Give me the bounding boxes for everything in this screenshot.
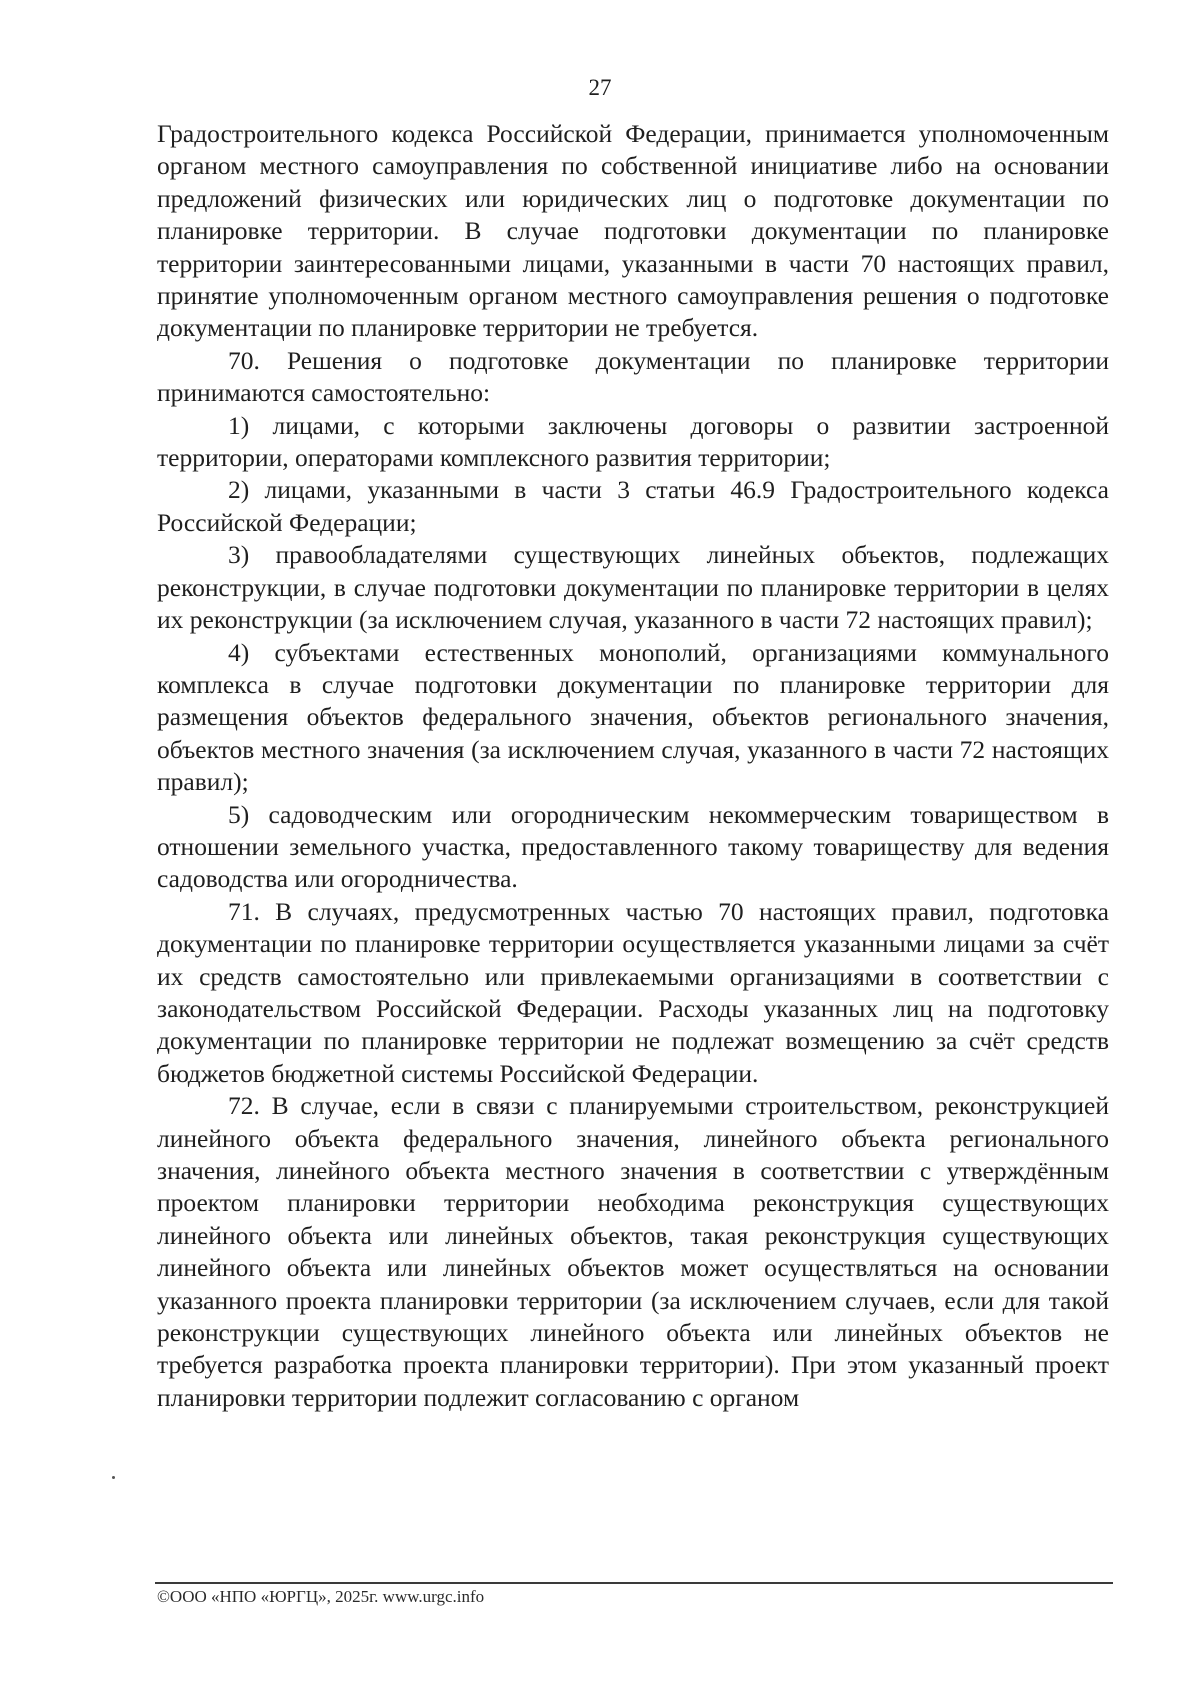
list-item-1: 1) лицами, с которыми заключены договоры о развитии застроенной территории, операторами комплексного развития территории;: [157, 410, 1109, 473]
list-item-5: 5) садоводческим или огородническим некоммерческим товариществом в отношении земельного участка, предоставленного такому товариществу для ведения садоводства или огородничества.: [157, 799, 1109, 894]
paragraph-continuation: Градостроительного кодекса Российской Федерации, принимается уполномоченным органом местного самоуправления по собственной инициативе либо на основании предложений физических или юридических лиц о подготовке документации по планировке территории. В случае подготовки документации по планировке территории заинтересованными лицами, указанными в части 70 настоящих правил, принятие уполномоченным органом местного самоуправления решения о подготовке документации по планировке территории не требуется.: [157, 119, 1109, 343]
list-item-4: 4) субъектами естественных монополий, организациями коммунального комплекса в случае подготовки документации по планировке территории для размещения объектов федерального значения, объектов регионального значения, объектов местного значения (за исключением случая, указанного в части 72 настоящих правил);: [157, 637, 1109, 797]
paragraph-70: 70. Решения о подготовке документации по планировке территории принимаются самостоятельно:: [157, 345, 1109, 408]
footer-copyright: ©ООО «НПО «ЮРГЦ», 2025г. www.urgc.info: [157, 1587, 485, 1606]
paragraph-71: 71. В случаях, предусмотренных частью 70 настоящих правил, подготовка документации по планировке территории осуществляется указанными лицами за счёт их средств самостоятельно или привлекаемыми организациями в соответствии с законодательством Российской Федерации. Расходы указанных лиц на подготовку документации по планировке территории не подлежат возмещению за счёт средств бюджетов бюджетной системы Российской Федерации.: [157, 896, 1109, 1088]
footer-divider: [155, 1582, 1113, 1584]
paragraph-72: 72. В случае, если в связи с планируемыми строительством, реконструкцией линейного объекта федерального значения, линейного объекта регионального значения, линейного объекта местного значения в соответствии с утверждённым проектом планировки территории необходима реконструкция существующих линейного объекта или линейных объектов, такая реконструкция существующих линейного объекта или линейных объектов может осуществляться на основании указанного проекта планировки территории (за исключением случаев, если для такой реконструкции существующих линейного объекта или линейных объектов не требуется разработка проекта планировки территории). При этом указанный проект планировки территории подлежит согласованию с органом: [157, 1091, 1109, 1412]
page-number: 27: [588, 75, 612, 100]
list-item-3: 3) правообладателями существующих линейных объектов, подлежащих реконструкции, в случае подготовки документации по планировке территории в целях их реконструкции (за исключением случая, указанного в части 72 настоящих правил);: [157, 540, 1109, 635]
scan-speck: [112, 1476, 115, 1479]
list-item-2: 2) лицами, указанными в части 3 статьи 46.9 Градостроительного кодекса Российской Федерации;: [157, 475, 1109, 537]
document-body: [157, 118, 1109, 1414]
